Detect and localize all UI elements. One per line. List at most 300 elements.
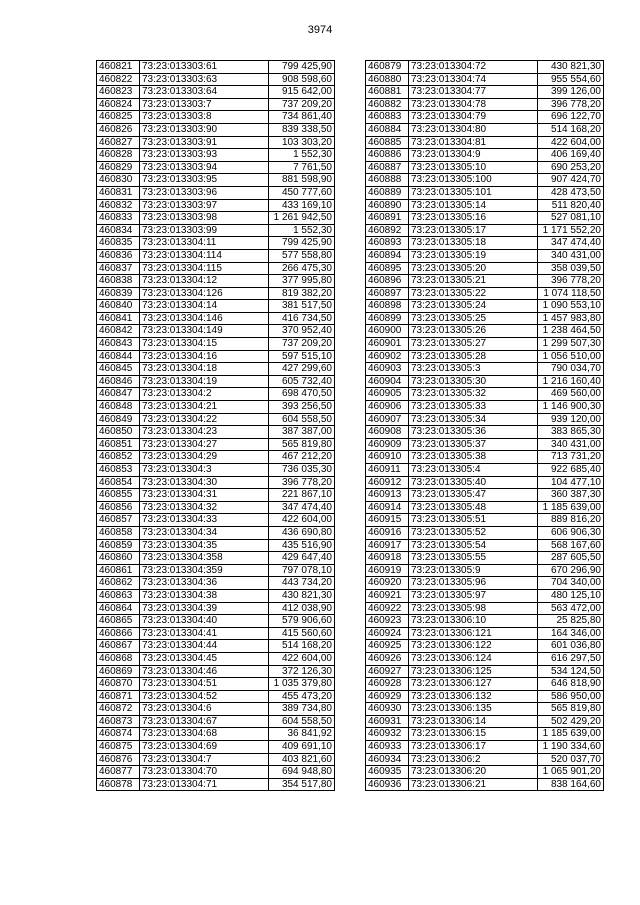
cadastral-number: 73:23:013305:20 (409, 262, 538, 275)
row-number: 460872 (97, 703, 140, 716)
cadastral-value: 409 691,10 (269, 741, 335, 754)
cadastral-number: 73:23:013303:61 (140, 61, 269, 74)
cadastral-number: 73:23:013304:19 (140, 375, 269, 388)
table-row (366, 489, 604, 502)
cadastral-value: 819 382,20 (269, 287, 335, 300)
table-row (97, 438, 335, 451)
row-number: 460902 (366, 350, 409, 363)
row-number: 460851 (97, 438, 140, 451)
cadastral-number: 73:23:013304:126 (140, 287, 269, 300)
cadastral-number: 73:23:013304:358 (140, 552, 269, 565)
cadastral-value: 1 457 983,80 (538, 312, 604, 325)
cadastral-number: 73:23:013304:71 (140, 778, 269, 791)
cadastral-value: 713 731,20 (538, 451, 604, 464)
cadastral-number: 73:23:013304:77 (409, 86, 538, 99)
cadastral-value: 383 865,30 (538, 426, 604, 439)
table-row (366, 363, 604, 376)
cadastral-number: 73:23:013304:41 (140, 627, 269, 640)
cadastral-number: 73:23:013305:48 (409, 501, 538, 514)
row-number: 460826 (97, 123, 140, 136)
row-number: 460936 (366, 778, 409, 791)
row-number: 460830 (97, 174, 140, 187)
row-number: 460861 (97, 564, 140, 577)
table-row (97, 715, 335, 728)
cadastral-value: 104 477,10 (538, 476, 604, 489)
row-number: 460935 (366, 766, 409, 779)
table-row (366, 464, 604, 477)
cadastral-value: 396 778,20 (269, 476, 335, 489)
table-row (97, 375, 335, 388)
cadastral-number: 73:23:013305:37 (409, 438, 538, 451)
cadastral-value: 435 516,90 (269, 539, 335, 552)
table-row (97, 174, 335, 187)
table-row (97, 451, 335, 464)
cadastral-value: 563 472,00 (538, 602, 604, 615)
cadastral-number: 73:23:013305:54 (409, 539, 538, 552)
cadastral-value: 939 120,00 (538, 413, 604, 426)
table-row (366, 73, 604, 86)
cadastral-value: 511 820,40 (538, 199, 604, 212)
cadastral-number: 73:23:013304:9 (409, 149, 538, 162)
row-number: 460896 (366, 275, 409, 288)
cadastral-number: 73:23:013304:6 (140, 703, 269, 716)
table-row (366, 61, 604, 74)
table-row (97, 212, 335, 225)
cadastral-number: 73:23:013304:15 (140, 338, 269, 351)
cadastral-number: 73:23:013303:94 (140, 161, 269, 174)
cadastral-number: 73:23:013305:19 (409, 249, 538, 262)
table-row (366, 501, 604, 514)
row-number: 460927 (366, 665, 409, 678)
table-row (366, 174, 604, 187)
row-number: 460845 (97, 363, 140, 376)
cadastral-value: 908 598,60 (269, 73, 335, 86)
cadastral-value: 601 036,80 (538, 640, 604, 653)
cadastral-value: 1 552,30 (269, 149, 335, 162)
table-row (97, 552, 335, 565)
row-number: 460847 (97, 388, 140, 401)
cadastral-value: 1 552,30 (269, 224, 335, 237)
table-row (366, 526, 604, 539)
row-number: 460862 (97, 577, 140, 590)
cadastral-value: 1 074 118,50 (538, 287, 604, 300)
row-number: 460918 (366, 552, 409, 565)
cadastral-number: 73:23:013304:18 (140, 363, 269, 376)
table-row (366, 514, 604, 527)
table-row (97, 526, 335, 539)
cadastral-value: 605 732,40 (269, 375, 335, 388)
cadastral-value: 422 604,00 (269, 652, 335, 665)
row-number: 460823 (97, 86, 140, 99)
row-number: 460877 (97, 766, 140, 779)
cadastral-number: 73:23:013305:18 (409, 237, 538, 250)
cadastral-number: 73:23:013306:21 (409, 778, 538, 791)
cadastral-number: 73:23:013304:16 (140, 350, 269, 363)
row-number: 460855 (97, 489, 140, 502)
table-row (97, 401, 335, 414)
table-row (97, 111, 335, 124)
row-number: 460831 (97, 186, 140, 199)
cadastral-number: 73:23:013304:30 (140, 476, 269, 489)
table-row (97, 275, 335, 288)
cadastral-value: 389 734,80 (269, 703, 335, 716)
cadastral-value: 455 473,20 (269, 690, 335, 703)
cadastral-number: 73:23:013306:122 (409, 640, 538, 653)
cadastral-value: 430 821,30 (269, 589, 335, 602)
table-row (366, 426, 604, 439)
cadastral-value: 340 431,00 (538, 438, 604, 451)
register-table-right (365, 60, 604, 791)
cadastral-number: 73:23:013304:11 (140, 237, 269, 250)
row-number: 460821 (97, 61, 140, 74)
cadastral-number: 73:23:013306:132 (409, 690, 538, 703)
table-row (366, 123, 604, 136)
cadastral-value: 354 517,80 (269, 778, 335, 791)
cadastral-number: 73:23:013306:127 (409, 678, 538, 691)
cadastral-value: 358 039,50 (538, 262, 604, 275)
table-row (97, 728, 335, 741)
row-number: 460893 (366, 237, 409, 250)
register-table-left (96, 60, 335, 791)
cadastral-number: 73:23:013304:70 (140, 766, 269, 779)
cadastral-value: 347 474,40 (269, 501, 335, 514)
table-row (366, 665, 604, 678)
row-number: 460886 (366, 149, 409, 162)
cadastral-number: 73:23:013305:24 (409, 300, 538, 313)
cadastral-value: 1 299 507,30 (538, 338, 604, 351)
row-number: 460930 (366, 703, 409, 716)
cadastral-value: 1 171 552,20 (538, 224, 604, 237)
row-number: 460890 (366, 199, 409, 212)
cadastral-value: 429 647,40 (269, 552, 335, 565)
row-number: 460928 (366, 678, 409, 691)
cadastral-value: 799 425,90 (269, 61, 335, 74)
row-number: 460929 (366, 690, 409, 703)
table-row (97, 690, 335, 703)
row-number: 460856 (97, 501, 140, 514)
table-row (366, 136, 604, 149)
cadastral-value: 1 190 334,60 (538, 741, 604, 754)
table-row (97, 388, 335, 401)
table-row (97, 325, 335, 338)
cadastral-value: 1 185 639,00 (538, 728, 604, 741)
cadastral-value: 586 950,00 (538, 690, 604, 703)
table-row (97, 476, 335, 489)
cadastral-number: 73:23:013306:17 (409, 741, 538, 754)
row-number: 460841 (97, 312, 140, 325)
cadastral-value: 955 554,60 (538, 73, 604, 86)
table-row (366, 262, 604, 275)
cadastral-number: 73:23:013305:36 (409, 426, 538, 439)
cadastral-number: 73:23:013305:9 (409, 564, 538, 577)
cadastral-value: 514 168,20 (269, 640, 335, 653)
table-row (97, 224, 335, 237)
cadastral-number: 73:23:013305:30 (409, 375, 538, 388)
table-row (97, 652, 335, 665)
cadastral-number: 73:23:013305:28 (409, 350, 538, 363)
cadastral-number: 73:23:013304:69 (140, 741, 269, 754)
row-number: 460906 (366, 401, 409, 414)
cadastral-value: 36 841,92 (269, 728, 335, 741)
row-number: 460839 (97, 287, 140, 300)
cadastral-number: 73:23:013304:45 (140, 652, 269, 665)
cadastral-number: 73:23:013306:124 (409, 652, 538, 665)
cadastral-number: 73:23:013305:40 (409, 476, 538, 489)
cadastral-value: 480 125,10 (538, 589, 604, 602)
cadastral-number: 73:23:013304:46 (140, 665, 269, 678)
table-row (366, 312, 604, 325)
cadastral-number: 73:23:013303:91 (140, 136, 269, 149)
row-number: 460858 (97, 526, 140, 539)
cadastral-number: 73:23:013304:81 (409, 136, 538, 149)
row-number: 460860 (97, 552, 140, 565)
cadastral-number: 73:23:013304:36 (140, 577, 269, 590)
cadastral-value: 381 517,50 (269, 300, 335, 313)
cadastral-value: 406 169,40 (538, 149, 604, 162)
cadastral-value: 520 037,70 (538, 753, 604, 766)
row-number: 460834 (97, 224, 140, 237)
table-row (97, 501, 335, 514)
table-row (97, 589, 335, 602)
row-number: 460885 (366, 136, 409, 149)
row-number: 460882 (366, 98, 409, 111)
cadastral-number: 73:23:013306:10 (409, 615, 538, 628)
row-number: 460865 (97, 615, 140, 628)
cadastral-number: 73:23:013303:90 (140, 123, 269, 136)
row-number: 460857 (97, 514, 140, 527)
row-number: 460920 (366, 577, 409, 590)
cadastral-value: 690 253,20 (538, 161, 604, 174)
cadastral-number: 73:23:013306:14 (409, 715, 538, 728)
cadastral-value: 915 642,00 (269, 86, 335, 99)
cadastral-number: 73:23:013305:38 (409, 451, 538, 464)
cadastral-value: 737 209,20 (269, 338, 335, 351)
cadastral-number: 73:23:013305:3 (409, 363, 538, 376)
table-row (97, 136, 335, 149)
cadastral-value: 396 778,20 (538, 98, 604, 111)
table-row (97, 199, 335, 212)
cadastral-value: 797 078,10 (269, 564, 335, 577)
cadastral-number: 73:23:013305:10 (409, 161, 538, 174)
cadastral-number: 73:23:013306:135 (409, 703, 538, 716)
table-row (366, 98, 604, 111)
row-number: 460904 (366, 375, 409, 388)
cadastral-value: 839 338,50 (269, 123, 335, 136)
table-row (366, 287, 604, 300)
cadastral-value: 907 424,70 (538, 174, 604, 187)
row-number: 460884 (366, 123, 409, 136)
row-number: 460825 (97, 111, 140, 124)
cadastral-number: 73:23:013304:32 (140, 501, 269, 514)
cadastral-value: 287 605,50 (538, 552, 604, 565)
row-number: 460915 (366, 514, 409, 527)
row-number: 460863 (97, 589, 140, 602)
table-row (366, 589, 604, 602)
cadastral-value: 415 560,60 (269, 627, 335, 640)
table-row (97, 703, 335, 716)
table-row (366, 753, 604, 766)
row-number: 460925 (366, 640, 409, 653)
row-number: 460888 (366, 174, 409, 187)
row-number: 460843 (97, 338, 140, 351)
cadastral-value: 436 690,80 (269, 526, 335, 539)
cadastral-value: 1 261 942,50 (269, 212, 335, 225)
table-row (366, 652, 604, 665)
cadastral-value: 670 296,90 (538, 564, 604, 577)
cadastral-value: 433 169,10 (269, 199, 335, 212)
table-row (366, 237, 604, 250)
cadastral-value: 1 185 639,00 (538, 501, 604, 514)
row-number: 460870 (97, 678, 140, 691)
cadastral-number: 73:23:013305:101 (409, 186, 538, 199)
cadastral-value: 565 819,80 (538, 703, 604, 716)
table-row (366, 438, 604, 451)
table-row (366, 224, 604, 237)
row-number: 460824 (97, 98, 140, 111)
table-row (97, 464, 335, 477)
cadastral-value: 416 734,50 (269, 312, 335, 325)
cadastral-number: 73:23:013304:52 (140, 690, 269, 703)
cadastral-number: 73:23:013303:99 (140, 224, 269, 237)
table-row (97, 640, 335, 653)
cadastral-number: 73:23:013304:114 (140, 249, 269, 262)
row-number: 460880 (366, 73, 409, 86)
cadastral-number: 73:23:013304:14 (140, 300, 269, 313)
cadastral-number: 73:23:013305:52 (409, 526, 538, 539)
cadastral-value: 922 685,40 (538, 464, 604, 477)
row-number: 460836 (97, 249, 140, 262)
cadastral-number: 73:23:013303:64 (140, 86, 269, 99)
table-row (97, 338, 335, 351)
cadastral-value: 347 474,40 (538, 237, 604, 250)
row-number: 460842 (97, 325, 140, 338)
table-row (366, 249, 604, 262)
cadastral-number: 73:23:013304:115 (140, 262, 269, 275)
table-row (366, 778, 604, 791)
cadastral-value: 221 867,10 (269, 489, 335, 502)
cadastral-number: 73:23:013303:97 (140, 199, 269, 212)
row-number: 460932 (366, 728, 409, 741)
row-number: 460931 (366, 715, 409, 728)
cadastral-value: 696 122,70 (538, 111, 604, 124)
row-number: 460933 (366, 741, 409, 754)
cadastral-number: 73:23:013304:23 (140, 426, 269, 439)
table-row (366, 678, 604, 691)
cadastral-value: 340 431,00 (538, 249, 604, 262)
table-row (97, 186, 335, 199)
row-number: 460919 (366, 564, 409, 577)
cadastral-value: 889 816,20 (538, 514, 604, 527)
row-number: 460832 (97, 199, 140, 212)
table-row (366, 539, 604, 552)
table-row (97, 363, 335, 376)
row-number: 460822 (97, 73, 140, 86)
table-row (97, 161, 335, 174)
table-row (97, 61, 335, 74)
row-number: 460828 (97, 149, 140, 162)
cadastral-number: 73:23:013304:78 (409, 98, 538, 111)
table-row (366, 766, 604, 779)
cadastral-number: 73:23:013304:21 (140, 401, 269, 414)
table-row (97, 426, 335, 439)
row-number: 460912 (366, 476, 409, 489)
row-number: 460905 (366, 388, 409, 401)
cadastral-number: 73:23:013304:34 (140, 526, 269, 539)
cadastral-number: 73:23:013305:26 (409, 325, 538, 338)
cadastral-value: 694 948,80 (269, 766, 335, 779)
cadastral-value: 422 604,00 (538, 136, 604, 149)
cadastral-value: 443 734,20 (269, 577, 335, 590)
cadastral-number: 73:23:013306:15 (409, 728, 538, 741)
table-row (97, 123, 335, 136)
cadastral-value: 25 825,80 (538, 615, 604, 628)
cadastral-number: 73:23:013306:125 (409, 665, 538, 678)
cadastral-value: 422 604,00 (269, 514, 335, 527)
row-number: 460838 (97, 275, 140, 288)
cadastral-number: 73:23:013305:16 (409, 212, 538, 225)
table-row (97, 300, 335, 313)
cadastral-number: 73:23:013305:51 (409, 514, 538, 527)
cadastral-number: 73:23:013304:2 (140, 388, 269, 401)
cadastral-value: 372 126,30 (269, 665, 335, 678)
table-row (97, 149, 335, 162)
cadastral-number: 73:23:013305:100 (409, 174, 538, 187)
row-number: 460850 (97, 426, 140, 439)
table-row (366, 86, 604, 99)
table-row (97, 312, 335, 325)
cadastral-number: 73:23:013306:121 (409, 627, 538, 640)
cadastral-value: 565 819,80 (269, 438, 335, 451)
cadastral-value: 412 038,90 (269, 602, 335, 615)
table-row (97, 602, 335, 615)
row-number: 460924 (366, 627, 409, 640)
cadastral-value: 736 035,30 (269, 464, 335, 477)
cadastral-number: 73:23:013304:33 (140, 514, 269, 527)
cadastral-value: 534 124,50 (538, 665, 604, 678)
cadastral-value: 597 515,10 (269, 350, 335, 363)
row-number: 460849 (97, 413, 140, 426)
row-number: 460827 (97, 136, 140, 149)
cadastral-number: 73:23:013303:93 (140, 149, 269, 162)
cadastral-value: 799 425,90 (269, 237, 335, 250)
table-row (366, 350, 604, 363)
cadastral-number: 73:23:013305:47 (409, 489, 538, 502)
cadastral-number: 73:23:013304:22 (140, 413, 269, 426)
cadastral-value: 579 906,60 (269, 615, 335, 628)
table-row (366, 552, 604, 565)
cadastral-value: 469 560,00 (538, 388, 604, 401)
row-number: 460914 (366, 501, 409, 514)
cadastral-value: 577 558,80 (269, 249, 335, 262)
cadastral-number: 73:23:013304:74 (409, 73, 538, 86)
cadastral-number: 73:23:013303:96 (140, 186, 269, 199)
row-number: 460909 (366, 438, 409, 451)
row-number: 460874 (97, 728, 140, 741)
cadastral-value: 393 256,50 (269, 401, 335, 414)
row-number: 460873 (97, 715, 140, 728)
row-number: 460881 (366, 86, 409, 99)
table-row (97, 73, 335, 86)
cadastral-number: 73:23:013304:51 (140, 678, 269, 691)
cadastral-value: 616 297,50 (538, 652, 604, 665)
table-row (97, 413, 335, 426)
cadastral-value: 1 238 464,50 (538, 325, 604, 338)
row-number: 460903 (366, 363, 409, 376)
cadastral-value: 1 090 553,10 (538, 300, 604, 313)
cadastral-number: 73:23:013306:20 (409, 766, 538, 779)
cadastral-value: 698 470,50 (269, 388, 335, 401)
table-row (366, 199, 604, 212)
